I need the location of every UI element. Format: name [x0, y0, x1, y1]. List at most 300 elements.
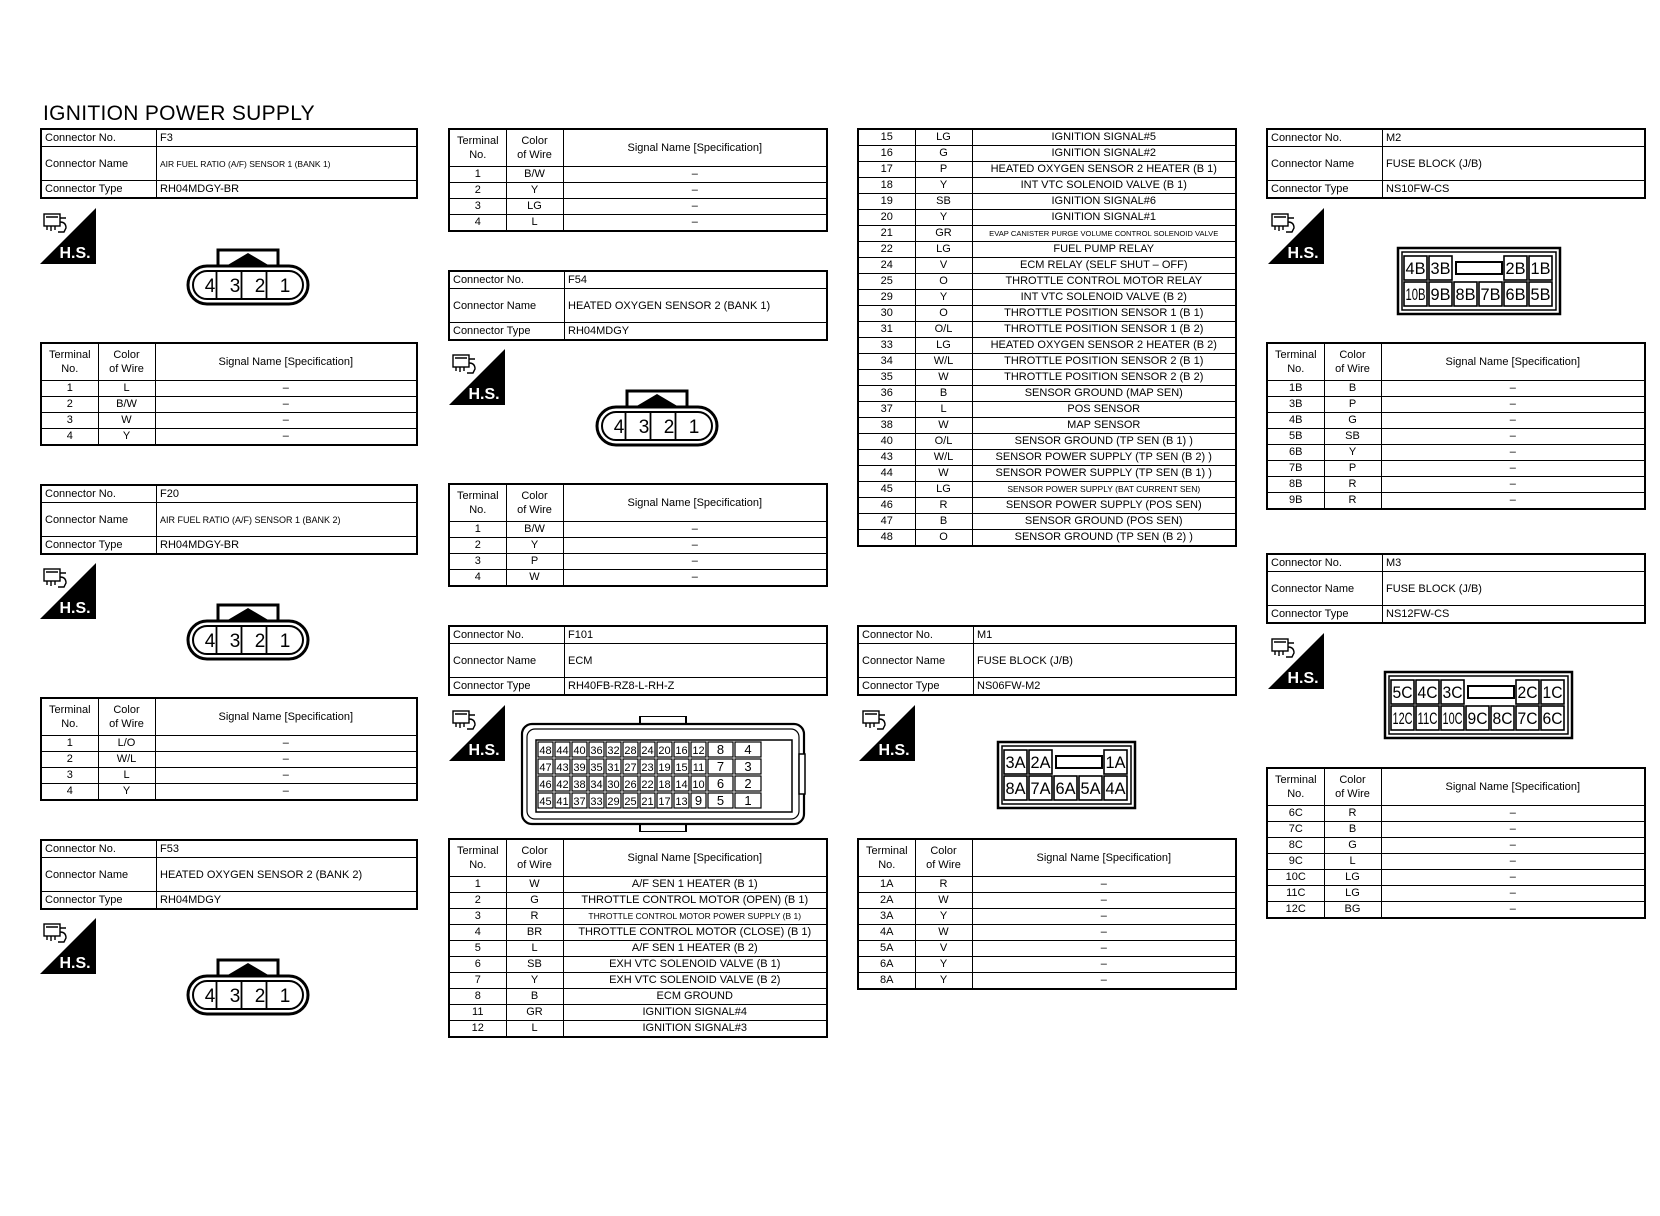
terminal-no: 12	[449, 1021, 506, 1038]
terminal-no: 10C	[1267, 870, 1324, 886]
signal-name: IGNITION SIGNAL#3	[563, 1021, 827, 1038]
svg-text:36: 36	[590, 745, 603, 757]
svg-text:32: 32	[607, 745, 620, 757]
signal-name: IGNITION SIGNAL#2	[972, 146, 1236, 162]
wire-color: SB	[506, 957, 563, 973]
connector-face-F101	[520, 716, 806, 837]
svg-text:21: 21	[641, 796, 654, 808]
terminal-no: 44	[858, 466, 915, 482]
svg-text:7C: 7C	[1517, 709, 1538, 728]
harness-side-icon	[1268, 208, 1324, 264]
svg-text:H.S.: H.S.	[59, 245, 91, 262]
wire-color: P	[915, 162, 972, 178]
signal-name: –	[155, 429, 417, 446]
connector-info-table	[448, 270, 828, 341]
terminal-no: 45	[858, 482, 915, 498]
col-signal-name: Signal Name [Specification]	[563, 484, 827, 522]
terminal-no: 3	[449, 199, 506, 215]
connector-type: RH40FB-RZ8-L-RH-Z	[565, 678, 828, 696]
wire-color: W	[98, 413, 155, 429]
svg-text:1C: 1C	[1542, 683, 1563, 702]
signal-name: THROTTLE CONTROL MOTOR (OPEN) (B 1)	[563, 893, 827, 909]
signal-name: ECM GROUND	[563, 989, 827, 1005]
wire-color: L	[1324, 854, 1381, 870]
signal-name: THROTTLE POSITION SENSOR 2 (B 2)	[972, 370, 1236, 386]
svg-text:3C: 3C	[1442, 683, 1463, 702]
connector-info-table	[1266, 553, 1646, 624]
svg-text:29: 29	[607, 796, 620, 808]
col-terminal-no: Terminal No.	[1267, 343, 1324, 381]
svg-text:31: 31	[607, 762, 620, 774]
wire-color: P	[1324, 397, 1381, 413]
terminal-no: 3B	[1267, 397, 1324, 413]
terminal-no: 7	[449, 973, 506, 989]
label-connector-type: Connector Type	[41, 181, 157, 199]
terminal-no: 17	[858, 162, 915, 178]
col-signal-name: Signal Name [Specification]	[563, 839, 827, 877]
terminal-no: 3A	[858, 909, 915, 925]
table-row	[858, 530, 1236, 547]
terminal-no: 2	[449, 893, 506, 909]
wire-color: B/W	[506, 167, 563, 183]
label-connector-name: Connector Name	[41, 147, 157, 181]
signal-name: MAP SENSOR	[972, 418, 1236, 434]
table-row	[41, 429, 417, 446]
svg-text:11C: 11C	[1417, 709, 1438, 728]
signal-name: –	[1381, 477, 1645, 493]
page-title: IGNITION POWER SUPPLY	[43, 102, 315, 125]
signal-name: EVAP CANISTER PURGE VOLUME CONTROL SOLENOID VALVE	[972, 226, 1236, 242]
svg-text:42: 42	[556, 779, 569, 791]
svg-text:10C: 10C	[1442, 709, 1463, 728]
terminal-table	[857, 838, 1237, 990]
terminal-no: 3	[41, 413, 98, 429]
table-row	[449, 957, 827, 973]
svg-text:16: 16	[675, 745, 688, 757]
terminal-no: 6A	[858, 957, 915, 973]
wire-color: SB	[915, 194, 972, 210]
table-row	[858, 973, 1236, 990]
signal-name: SENSOR GROUND (MAP SEN)	[972, 386, 1236, 402]
connector-type: NS10FW-CS	[1383, 181, 1646, 199]
svg-text:1: 1	[688, 417, 700, 438]
svg-text:14: 14	[675, 779, 688, 791]
label-connector-type: Connector Type	[41, 537, 157, 555]
svg-text:3: 3	[229, 276, 241, 297]
wire-color: W	[506, 570, 563, 587]
table-row	[449, 522, 827, 538]
terminal-no: 11	[449, 1005, 506, 1021]
table-row	[449, 877, 827, 893]
svg-text:18: 18	[658, 779, 671, 791]
terminal-no: 33	[858, 338, 915, 354]
connector-type: RH04MDGY-BR	[157, 181, 418, 199]
svg-text:2: 2	[254, 276, 266, 297]
signal-name: SENSOR GROUND (TP SEN (B 1) )	[972, 434, 1236, 450]
terminal-no: 1A	[858, 877, 915, 893]
table-row	[449, 554, 827, 570]
label-connector-type: Connector Type	[449, 678, 565, 696]
svg-text:4: 4	[204, 276, 216, 297]
col-signal-name: Signal Name [Specification]	[155, 343, 417, 381]
connector-type: RH04MDGY	[157, 892, 418, 910]
wire-color: Y	[915, 973, 972, 990]
terminal-no: 1	[41, 381, 98, 397]
svg-text:23: 23	[641, 762, 654, 774]
wire-color: LG	[915, 129, 972, 146]
table-row	[1267, 413, 1645, 429]
svg-text:H.S.: H.S.	[1287, 245, 1319, 262]
terminal-table	[40, 342, 418, 446]
svg-text:28: 28	[624, 745, 637, 757]
table-row	[449, 925, 827, 941]
wire-color: V	[915, 941, 972, 957]
table-row	[858, 893, 1236, 909]
signal-name: –	[972, 941, 1236, 957]
table-row	[449, 893, 827, 909]
svg-text:1: 1	[279, 276, 291, 297]
wire-color: W/L	[98, 752, 155, 768]
connector-info-table	[1266, 128, 1646, 199]
col-terminal-no: Terminal No.	[41, 343, 98, 381]
svg-text:3: 3	[229, 631, 241, 652]
wire-color: W/L	[915, 354, 972, 370]
wire-color: G	[915, 146, 972, 162]
table-row	[41, 768, 417, 784]
table-row	[858, 418, 1236, 434]
col-terminal-no: Terminal No.	[449, 129, 506, 167]
signal-name: –	[1381, 461, 1645, 477]
wire-color: L	[506, 1021, 563, 1038]
svg-text:3A: 3A	[1005, 753, 1027, 772]
terminal-no: 3	[449, 909, 506, 925]
terminal-table-F101-b	[857, 128, 1237, 547]
signal-name: HEATED OXYGEN SENSOR 2 HEATER (B 1)	[972, 162, 1236, 178]
wire-color: L	[915, 402, 972, 418]
connector-type: RH04MDGY	[565, 323, 828, 341]
terminal-no: 4	[449, 215, 506, 232]
svg-text:9: 9	[694, 793, 703, 808]
connector-type: NS12FW-CS	[1383, 606, 1646, 624]
table-row	[449, 538, 827, 554]
svg-text:7A: 7A	[1030, 779, 1052, 798]
terminal-no: 8C	[1267, 838, 1324, 854]
svg-text:4: 4	[204, 986, 216, 1007]
svg-text:1: 1	[279, 986, 291, 1007]
terminal-no: 1B	[1267, 381, 1324, 397]
signal-name: –	[155, 397, 417, 413]
wire-color: Y	[915, 210, 972, 226]
table-row	[41, 413, 417, 429]
terminal-no: 5B	[1267, 429, 1324, 445]
col-signal-name: Signal Name [Specification]	[1381, 343, 1645, 381]
wire-color: Y	[1324, 445, 1381, 461]
label-connector-name: Connector Name	[858, 644, 974, 678]
col-wire-color: Color of Wire	[1324, 768, 1381, 806]
svg-text:43: 43	[556, 762, 569, 774]
signal-name: IGNITION SIGNAL#4	[563, 1005, 827, 1021]
terminal-table-M3	[1266, 767, 1646, 919]
harness-side-icon	[449, 349, 505, 405]
svg-text:44: 44	[556, 745, 569, 757]
terminal-no: 4	[41, 429, 98, 446]
terminal-no: 15	[858, 129, 915, 146]
col-signal-name: Signal Name [Specification]	[155, 698, 417, 736]
col-wire-color: Color of Wire	[98, 698, 155, 736]
col-signal-name: Signal Name [Specification]	[1381, 768, 1645, 806]
svg-text:8: 8	[716, 742, 725, 757]
label-connector-name: Connector Name	[41, 858, 157, 892]
label-connector-name: Connector Name	[449, 644, 565, 678]
label-connector-name: Connector Name	[449, 289, 565, 323]
table-row	[449, 1021, 827, 1038]
svg-text:19: 19	[658, 762, 671, 774]
svg-text:24: 24	[641, 745, 654, 757]
terminal-no: 2	[41, 397, 98, 413]
wire-color: G	[1324, 413, 1381, 429]
label-connector-type: Connector Type	[1267, 181, 1383, 199]
terminal-no: 20	[858, 210, 915, 226]
wire-color: B	[915, 386, 972, 402]
svg-text:4: 4	[613, 417, 625, 438]
terminal-no: 7C	[1267, 822, 1324, 838]
svg-text:45: 45	[539, 796, 552, 808]
connector-name: FUSE BLOCK (J/B)	[974, 644, 1237, 678]
svg-text:2B: 2B	[1505, 259, 1526, 278]
table-row	[1267, 461, 1645, 477]
table-row	[858, 338, 1236, 354]
harness-side-icon	[40, 918, 96, 974]
svg-text:8B: 8B	[1455, 285, 1476, 304]
svg-text:9C: 9C	[1467, 709, 1488, 728]
signal-name: SENSOR POWER SUPPLY (POS SEN)	[972, 498, 1236, 514]
svg-text:26: 26	[624, 779, 637, 791]
svg-text:2A: 2A	[1030, 753, 1052, 772]
table-row	[858, 877, 1236, 893]
wire-color: Y	[506, 538, 563, 554]
terminal-no: 3	[449, 554, 506, 570]
table-row	[858, 925, 1236, 941]
svg-text:11: 11	[692, 762, 705, 774]
table-row	[858, 146, 1236, 162]
signal-name: EXH VTC SOLENOID VALVE (B 2)	[563, 973, 827, 989]
connector-no: M2	[1383, 129, 1646, 147]
terminal-no: 29	[858, 290, 915, 306]
terminal-no: 18	[858, 178, 915, 194]
col-wire-color: Color of Wire	[506, 839, 563, 877]
table-row	[1267, 429, 1645, 445]
table-row	[1267, 854, 1645, 870]
table-row	[858, 129, 1236, 146]
col-terminal-no: Terminal No.	[449, 484, 506, 522]
connector-name: ECM	[565, 644, 828, 678]
table-row	[858, 434, 1236, 450]
terminal-no: 2	[449, 183, 506, 199]
wire-color: R	[915, 877, 972, 893]
connector-face-F54	[595, 385, 719, 454]
svg-text:6A: 6A	[1055, 779, 1077, 798]
signal-name: –	[1381, 429, 1645, 445]
terminal-no: 6	[449, 957, 506, 973]
signal-name: –	[972, 893, 1236, 909]
signal-name: SENSOR GROUND (TP SEN (B 2) )	[972, 530, 1236, 547]
wire-color: LG	[915, 338, 972, 354]
table-row	[858, 242, 1236, 258]
terminal-no: 9B	[1267, 493, 1324, 510]
svg-text:3B: 3B	[1430, 259, 1451, 278]
terminal-no: 7B	[1267, 461, 1324, 477]
table-row	[858, 450, 1236, 466]
terminal-no: 1	[449, 522, 506, 538]
svg-text:5A: 5A	[1080, 779, 1102, 798]
connector-no: F101	[565, 626, 828, 644]
svg-text:H.S.: H.S.	[1287, 670, 1319, 687]
svg-text:H.S.: H.S.	[468, 386, 500, 403]
signal-name: –	[1381, 445, 1645, 461]
signal-name: ECM RELAY (SELF SHUT – OFF)	[972, 258, 1236, 274]
connector-face-M3	[1383, 670, 1574, 745]
connector-no: F53	[157, 840, 418, 858]
table-row	[449, 909, 827, 925]
table-row	[1267, 445, 1645, 461]
connector-info-M3	[1266, 553, 1646, 624]
wire-color: O	[915, 306, 972, 322]
connector-info-table	[40, 484, 418, 555]
table-row	[858, 909, 1236, 925]
wire-color: R	[1324, 493, 1381, 510]
signal-name: –	[563, 215, 827, 232]
signal-name: –	[155, 784, 417, 801]
terminal-table-F101-a	[448, 838, 828, 1038]
table-row	[1267, 902, 1645, 919]
terminal-no: 48	[858, 530, 915, 547]
signal-name: –	[563, 522, 827, 538]
table-row	[858, 941, 1236, 957]
label-connector-name: Connector Name	[41, 503, 157, 537]
terminal-no: 16	[858, 146, 915, 162]
connector-no: F20	[157, 485, 418, 503]
wire-color: Y	[915, 178, 972, 194]
wire-color: Y	[506, 973, 563, 989]
connector-info-F53	[40, 839, 418, 910]
label-connector-no: Connector No.	[1267, 129, 1383, 147]
signal-name: SENSOR GROUND (POS SEN)	[972, 514, 1236, 530]
wire-color: R	[1324, 477, 1381, 493]
wire-color: L	[506, 215, 563, 232]
table-row	[858, 466, 1236, 482]
wire-color: LG	[915, 242, 972, 258]
table-row	[858, 402, 1236, 418]
svg-text:5: 5	[716, 793, 725, 808]
terminal-no: 4	[449, 925, 506, 941]
svg-text:7: 7	[716, 759, 725, 774]
wire-color: Y	[98, 429, 155, 446]
wire-color: Y	[98, 784, 155, 801]
harness-side-icon	[1268, 633, 1324, 689]
svg-text:30: 30	[607, 779, 620, 791]
signal-name: THROTTLE CONTROL MOTOR RELAY	[972, 274, 1236, 290]
svg-text:13: 13	[675, 796, 688, 808]
svg-text:2: 2	[663, 417, 675, 438]
signal-name: THROTTLE CONTROL MOTOR POWER SUPPLY (B 1)	[563, 909, 827, 925]
terminal-no: 8	[449, 989, 506, 1005]
table-row	[858, 514, 1236, 530]
svg-text:3: 3	[744, 759, 752, 774]
terminal-no: 2	[449, 538, 506, 554]
table-row	[858, 210, 1236, 226]
table-row	[449, 1005, 827, 1021]
table-row	[449, 183, 827, 199]
svg-text:H.S.: H.S.	[59, 600, 91, 617]
connector-type: NS06FW-M2	[974, 678, 1237, 696]
terminal-no: 1	[41, 736, 98, 752]
connector-face-F53	[186, 954, 310, 1023]
col-terminal-no: Terminal No.	[858, 839, 915, 877]
wire-color: P	[506, 554, 563, 570]
label-connector-type: Connector Type	[449, 323, 565, 341]
terminal-no: 22	[858, 242, 915, 258]
signal-name: –	[1381, 806, 1645, 822]
table-row	[449, 973, 827, 989]
terminal-no: 19	[858, 194, 915, 210]
terminal-no: 3	[41, 768, 98, 784]
connector-info-F101	[448, 625, 828, 696]
label-connector-type: Connector Type	[1267, 606, 1383, 624]
terminal-no: 25	[858, 274, 915, 290]
connector-name: AIR FUEL RATIO (A/F) SENSOR 1 (BANK 1)	[157, 147, 418, 181]
table-row	[858, 957, 1236, 973]
terminal-no: 8A	[858, 973, 915, 990]
terminal-no: 1	[449, 877, 506, 893]
svg-text:4: 4	[744, 742, 752, 757]
col-wire-color: Color of Wire	[506, 484, 563, 522]
table-row	[1267, 493, 1645, 510]
connector-face-F3	[186, 244, 310, 313]
table-row	[1267, 886, 1645, 902]
signal-name: –	[972, 973, 1236, 990]
svg-text:34: 34	[590, 779, 603, 791]
col-terminal-no: Terminal No.	[41, 698, 98, 736]
signal-name: –	[1381, 886, 1645, 902]
svg-text:H.S.: H.S.	[878, 742, 910, 759]
signal-name: –	[155, 768, 417, 784]
signal-name: –	[1381, 397, 1645, 413]
table-row	[1267, 381, 1645, 397]
terminal-no: 6B	[1267, 445, 1324, 461]
svg-text:2: 2	[254, 986, 266, 1007]
signal-name: –	[155, 752, 417, 768]
wire-color: O	[915, 274, 972, 290]
svg-text:8A: 8A	[1005, 779, 1027, 798]
table-row	[1267, 822, 1645, 838]
table-row	[1267, 397, 1645, 413]
signal-name: –	[972, 957, 1236, 973]
connector-name: HEATED OXYGEN SENSOR 2 (BANK 2)	[157, 858, 418, 892]
label-connector-type: Connector Type	[858, 678, 974, 696]
signal-name: –	[972, 877, 1236, 893]
terminal-no: 5	[449, 941, 506, 957]
signal-name: –	[1381, 870, 1645, 886]
terminal-no: 12C	[1267, 902, 1324, 919]
wire-color: W/L	[915, 450, 972, 466]
table-row	[449, 989, 827, 1005]
signal-name: –	[155, 413, 417, 429]
table-row	[41, 752, 417, 768]
wire-color: L	[506, 941, 563, 957]
signal-name: –	[1381, 822, 1645, 838]
svg-text:5C: 5C	[1392, 683, 1413, 702]
wire-color: LG	[1324, 870, 1381, 886]
